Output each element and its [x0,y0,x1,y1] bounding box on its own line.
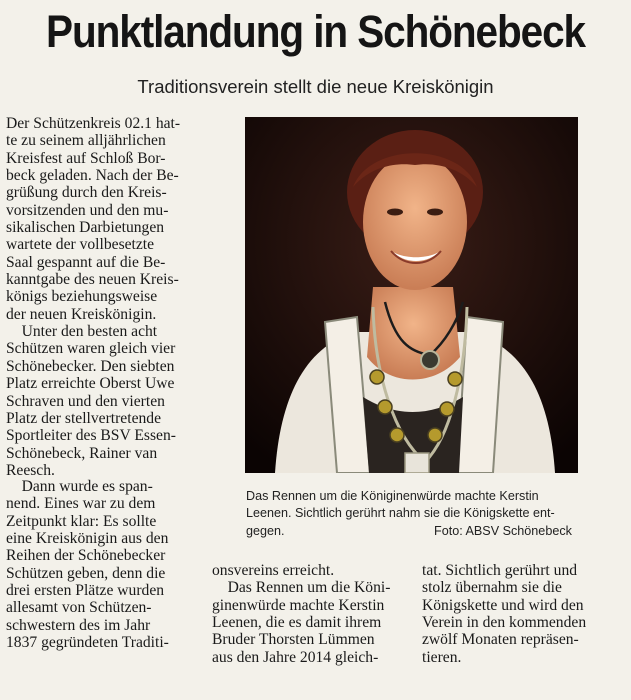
text-line: kanntgabe des neuen Kreis- [6,271,179,289]
text-line: Unter den besten acht [6,323,158,341]
text-line: drei ersten Plätze wurden [6,582,165,600]
text-line: allesamt von Schützen- [6,599,152,617]
text-line: Sportleiter des BSV Essen- [6,427,176,445]
article-column-2 [212,562,397,666]
text-line: königs beziehungsweise [6,288,158,306]
text-line: ginenwürde machte Kerstin [212,596,385,614]
text-line: grüßung durch den Kreis- [6,184,167,202]
text-line: Der Schützenkreis 02.1 hat- [6,115,181,132]
text-line: aus den Jahre 2014 gleich- [212,648,379,666]
text-line: sikalischen Darbietungen [6,219,165,237]
text-line: Das Rennen um die Köni- [212,579,391,597]
text-line: der neuen Kreiskönigin. [6,305,157,323]
text-line: Platz erreichte Oberst Uwe [6,375,175,393]
text-line: eine Kreiskönigin aus den [6,530,169,548]
text-line: Verein in den kommenden [422,614,587,632]
text-line: Reesch. [6,461,55,479]
text-line: Schraven und den vierten [6,392,165,410]
text-line: te zu seinem alljährlichen [6,132,166,150]
text-line: Bruder Thorsten Lümmen [212,631,375,649]
text-line: Leenen, die es damit ihrem [212,614,382,632]
text-line: gegen. [246,523,285,538]
headline: Punktlandung in Schönebeck [46,6,585,57]
text-line: vorsitzenden und den mu- [6,201,169,219]
text-line: Kreisfest auf Schloß Bor- [6,149,166,167]
portrait-photo [245,117,578,473]
subheadline: Traditionsverein stellt die neue Kreiskönigin [137,76,494,97]
text-line: Platz der stellvertretende [6,409,162,427]
text-line: Saal gespannt auf die Be- [6,253,166,271]
text-line: wartete der vollbesetzte [6,236,155,254]
text-line: Das Rennen um die Königinenwürde machte Kerstin [246,489,539,503]
text-line: stolz übernahm sie die [422,579,562,597]
text-line: tieren. [422,648,462,666]
text-line: Königskette und wird den [422,596,584,614]
text-line: beck geladen. Nach der Be- [6,167,179,185]
portrait-illustration [245,117,578,473]
photo-credit: Foto: ABSV Schönebeck [434,524,572,538]
text-line: nend. Eines war zu dem [6,495,156,513]
text-line: Zeitpunkt klar: Es sollte [6,512,157,530]
text-line: Dann wurde es span- [6,478,153,495]
article-column-1-continued [6,478,238,651]
text-line: Schönebecker. Den siebten [6,357,175,375]
article-column-1 [6,115,238,479]
text-line: schwestern des im Jahr [6,616,151,634]
text-line: Schützen geben, denn die [6,564,166,582]
text-line: zwölf Monaten repräsen- [422,631,579,649]
text-line: 1837 gegründeten Traditi- [6,634,169,652]
article-column-3 [422,562,622,666]
text-line: Schützen waren gleich vier [6,340,176,358]
text-line: tat. Sichtlich gerührt und [422,562,578,579]
text-line: Schönebeck, Rainer van [6,444,158,462]
text-line: Leenen. Sichtlich gerührt nahm sie die Königskette ent- [246,506,555,521]
text-line: onsvereins erreicht. [212,562,335,579]
text-line: Reihen der Schönebecker [6,547,166,565]
